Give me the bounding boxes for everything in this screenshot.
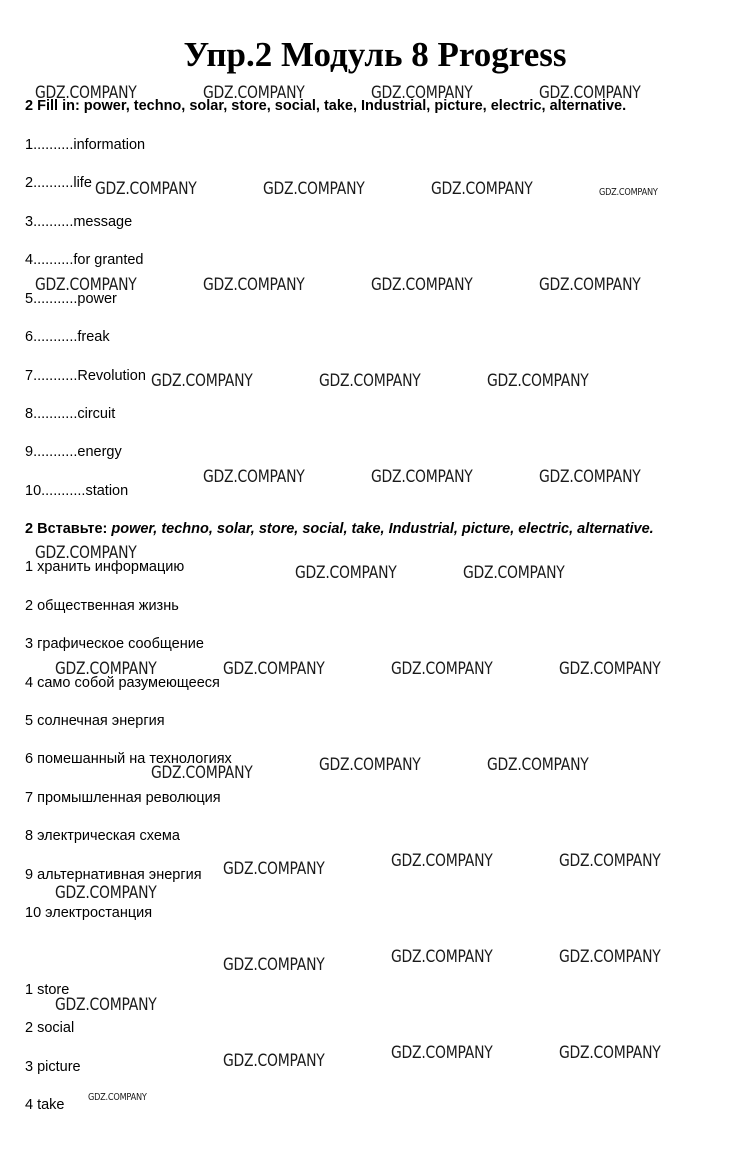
watermark: GDZ.COMPANY — [559, 851, 661, 871]
watermark: GDZ.COMPANY — [263, 179, 365, 199]
insert-item-5: 5 солнечная энергия — [25, 713, 165, 729]
insert-item-1: 1 хранить информацию — [25, 559, 185, 575]
insert-item-8: 8 электрическая схема — [25, 828, 180, 844]
watermark: GDZ.COMPANY — [371, 467, 473, 487]
watermark: GDZ.COMPANY — [95, 179, 197, 199]
insert-item-6: 6 помешанный на технологиях — [25, 751, 232, 767]
watermark: GDZ.COMPANY — [319, 755, 421, 775]
watermark: GDZ.COMPANY — [223, 955, 325, 975]
watermark: GDZ.COMPANY — [371, 83, 473, 103]
watermark: GDZ.COMPANY — [55, 995, 157, 1015]
insert-heading — [25, 520, 654, 538]
watermark: GDZ.COMPANY — [35, 275, 137, 295]
watermark: GDZ.COMPANY — [151, 763, 253, 783]
watermark: GDZ.COMPANY — [295, 563, 397, 583]
watermark: GDZ.COMPANY — [487, 755, 589, 775]
fill-in-item-7: 7...........Revolution — [25, 368, 146, 384]
answer-2: 2 social — [25, 1020, 75, 1036]
watermark: GDZ.COMPANY — [431, 179, 533, 199]
insert-item-7: 7 промышленная революция — [25, 790, 221, 806]
fill-in-item-3: 3..........message — [25, 214, 133, 230]
watermark: GDZ.COMPANY — [35, 543, 137, 563]
watermark: GDZ.COMPANY — [203, 467, 305, 487]
answer-3: 3 picture — [25, 1059, 81, 1075]
watermark: GDZ.COMPANY — [391, 1043, 493, 1063]
watermark: GDZ.COMPANY — [391, 947, 493, 967]
watermark: GDZ.COMPANY — [203, 275, 305, 295]
watermark: GDZ.COMPANY — [35, 83, 137, 103]
insert-item-9: 9 альтернативная энергия — [25, 867, 202, 883]
watermark: GDZ.COMPANY — [55, 883, 157, 903]
watermark: GDZ.COMPANY — [539, 83, 641, 103]
fill-in-item-5: 5...........power — [25, 291, 117, 307]
watermark: GDZ.COMPANY — [371, 275, 473, 295]
watermark: GDZ.COMPANY — [463, 563, 565, 583]
watermark: GDZ.COMPANY — [599, 187, 658, 198]
watermark: GDZ.COMPANY — [559, 659, 661, 679]
answer-1: 1 store — [25, 982, 70, 998]
watermark: GDZ.COMPANY — [391, 851, 493, 871]
fill-in-item-1: 1..........information — [25, 137, 146, 153]
fill-in-item-8: 8...........circuit — [25, 406, 116, 422]
page-title: Упр.2 Модуль 8 Progress — [183, 35, 567, 74]
fill-in-item-6: 6...........freak — [25, 329, 110, 345]
watermark: GDZ.COMPANY — [151, 371, 253, 391]
watermark: GDZ.COMPANY — [55, 659, 157, 679]
watermark: GDZ.COMPANY — [223, 859, 325, 879]
insert-item-3: 3 графическое сообщение — [25, 636, 204, 652]
fill-in-item-10: 10...........station — [25, 483, 129, 499]
watermark: GDZ.COMPANY — [559, 947, 661, 967]
watermark: GDZ.COMPANY — [559, 1043, 661, 1063]
insert-heading-prefix: 2 Вставьте: — [25, 521, 112, 537]
watermark: GDZ.COMPANY — [391, 659, 493, 679]
fill-in-heading: 2 Fill in: power, techno, solar, store, social, take, Industrial, picture, electric, alternative. — [25, 98, 627, 114]
fill-in-item-4: 4..........for granted — [25, 252, 144, 268]
insert-item-10: 10 электростанция — [25, 905, 153, 921]
watermark: GDZ.COMPANY — [203, 83, 305, 103]
fill-in-item-2: 2..........life — [25, 175, 92, 191]
answer-4: 4 take — [25, 1097, 65, 1113]
watermark: GDZ.COMPANY — [539, 467, 641, 487]
watermark: GDZ.COMPANY — [539, 275, 641, 295]
watermark: GDZ.COMPANY — [223, 659, 325, 679]
fill-in-item-9: 9...........energy — [25, 444, 122, 460]
insert-item-4: 4 само собой разумеющееся — [25, 675, 220, 691]
insert-heading-words: power, techno, solar, store, social, take, Industrial, picture, electric, alternative. — [111, 521, 654, 537]
watermark: GDZ.COMPANY — [319, 371, 421, 391]
watermark: GDZ.COMPANY — [223, 1051, 325, 1071]
watermark: GDZ.COMPANY — [88, 1092, 147, 1103]
insert-item-2: 2 общественная жизнь — [25, 598, 179, 614]
watermark: GDZ.COMPANY — [487, 371, 589, 391]
